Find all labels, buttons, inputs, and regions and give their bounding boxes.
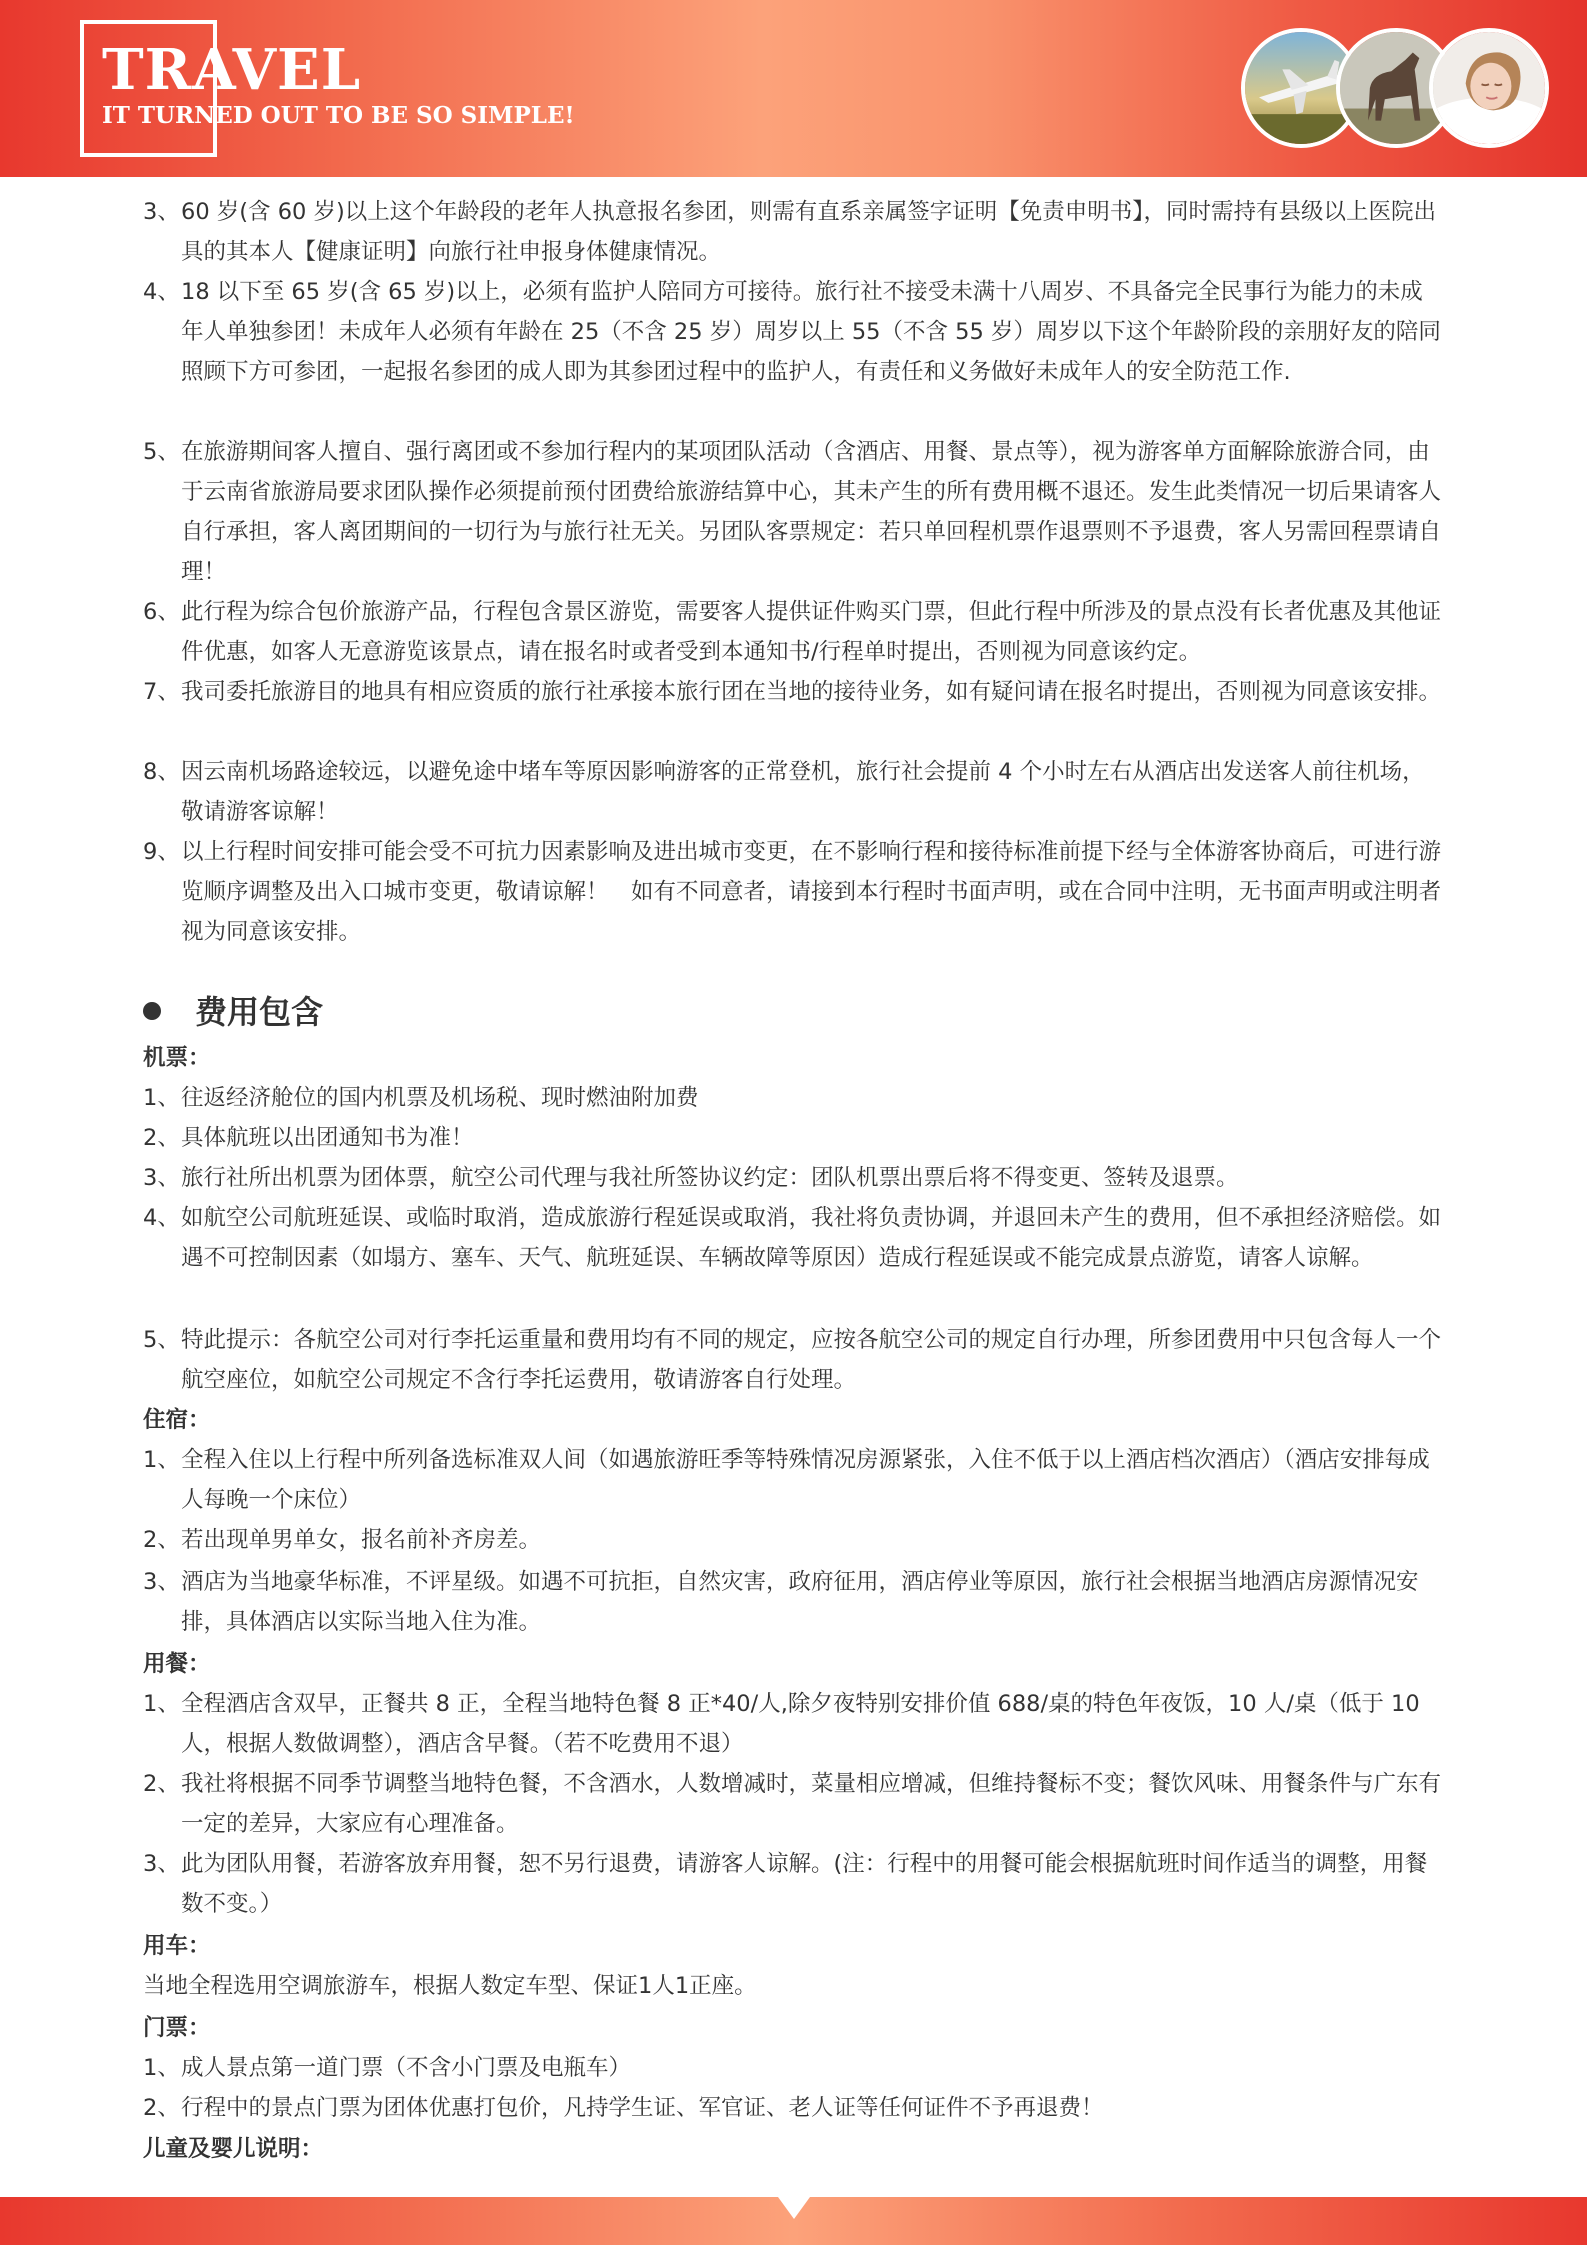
subhead-flight: 机票：: [143, 1045, 211, 1071]
note-text: 60 岁(含 60 岁)以上这个年龄段的老年人执意报名参团，则需有直系亲属签字证明【免责申明书】，同时需持有县级以上医院出具的其本人【健康证明】向旅行社申报身体健康情况。: [181, 199, 1437, 265]
subhead-tickets: 门票：: [143, 2015, 211, 2041]
ticket-item: 1、 成人景点第一道门票（不含小门票及电瓶车）: [143, 2055, 632, 2081]
content-area: [0, 177, 1587, 2197]
note-item-8: 8、 因云南机场路途较远，以避免途中堵车等原因影响游客的正常登机，旅行社会提前 4 个小时左右从酒店出发送客人前往机场，敬请游客谅解！: [143, 759, 1425, 825]
section-title-fees: 费用包含: [143, 987, 323, 1037]
flight-item: 2、 具体航班以出团通知书为准！: [143, 1125, 474, 1151]
meal-item: 3、 此为团队用餐，若游客放弃用餐，恕不另行退费，请游客人谅解。(注：行程中的用餐可能会根据航班时间作适当的调整，用餐数不变。）: [143, 1851, 1428, 1917]
note-item-7: 7、 我司委托旅游目的地具有相应资质的旅行社承接本旅行团在当地的接待业务，如有疑问请在报名时提出，否则视为同意该安排。: [143, 679, 1442, 705]
flight-item: 5、 特此提示：各航空公司对行李托运重量和费用均有不同的规定，应按各航空公司的规定自行办理，所参团费用中只包含每人一个航空座位，如航空公司规定不含行李托运费用，敬请游客自行处理。: [143, 1327, 1442, 1393]
footer-notch: [778, 2197, 810, 2219]
hotel-item: 2、 若出现单男单女，报名前补齐房差。: [143, 1527, 542, 1553]
transport-text: 当地全程选用空调旅游车，根据人数定车型、保证1人1正座。: [143, 1973, 757, 1999]
logo-subtitle: IT TURNED OUT TO BE SO SIMPLE!: [102, 102, 575, 129]
meal-item: 2、 我社将根据不同季节调整当地特色餐，不含酒水，人数增减时，菜量相应增减，但维持餐标不变；餐饮风味、用餐条件与广东有一定的差异，大家应有心理准备。: [143, 1771, 1442, 1837]
logo-title: TRAVEL: [102, 37, 362, 103]
note-text: 在旅游期间客人擅自、强行离团或不参加行程内的某项团队活动（含酒店、用餐、景点等），视为游客单方面解除旅游合同，由于云南省旅游局要求团队操作必须提前预付团费给旅游结算中心，其未产生的所有费用概不退还。发生此类情况一切后果请客人自行承担，客人离团期间的一切行为与旅行社无关。另团队客票规定：若只单回程机票作退票则不予退费，客人另需回程票请自理！: [181, 439, 1442, 585]
note-item-3: 3、 60 岁(含 60 岁)以上这个年龄段的老年人执意报名参团，则需有直系亲属签字证明【免责申明书】，同时需持有县级以上医院出具的其本人【健康证明】向旅行社申报身体健康情况。: [143, 199, 1437, 265]
subhead-children: 儿童及婴儿说明：: [143, 2136, 324, 2162]
flight-item: 1、 往返经济舱位的国内机票及机场税、现时燃油附加费: [143, 1085, 699, 1111]
note-text: 此行程为综合包价旅游产品，行程包含景区游览，需要客人提供证件购买门票，但此行程中所涉及的景点没有长者优惠及其他证件优惠，如客人无意游览该景点，请在报名时或者受到本通知书/行程单时提出，否则视为同意该约定。: [181, 599, 1442, 665]
subhead-transport: 用车：: [143, 1933, 211, 1959]
subhead-hotel: 住宿：: [143, 1407, 211, 1433]
meal-item: 1、 全程酒店含双早，正餐共 8 正，全程当地特色餐 8 正*40/人,除夕夜特别安排价值 688/桌的特色年夜饭，10 人/桌（低于 10 人，根据人数做调整），酒店含早餐。（若不吃费用不退）: [143, 1691, 1420, 1757]
note-item-6: 6、 此行程为综合包价旅游产品，行程包含景区游览，需要客人提供证件购买门票，但此行程中所涉及的景点没有长者优惠及其他证件优惠，如客人无意游览该景点，请在报名时或者受到本通知书/行程单时提出，否则视为同意该约定。: [143, 599, 1442, 665]
header-banner: [0, 0, 1587, 177]
note-item-4: 4、 18 以下至 65 岁(含 65 岁)以上，必须有监护人陪同方可接待。旅行社不接受未满十八周岁、不具备完全民事行为能力的未成年人单独参团！未成年人必须有年龄在 25（不含 25 岁）周岁以上 55（不含 55 岁）周岁以下这个年龄阶段的亲朋好友的陪同照顾下方可参团，一起报名参团的成人即为其参团过程中的监护人，有责任和义务做好未成年人的安全防范工作.: [143, 279, 1441, 385]
hotel-item: 3、 酒店为当地豪华标准，不评星级。如遇不可抗拒，自然灾害，政府征用，酒店停业等原因，旅行社会根据当地酒店房源情况安排，具体酒店以实际当地入住为准。: [143, 1569, 1419, 1635]
woman-sleeping-photo: [1429, 28, 1549, 148]
ticket-item: 2、 行程中的景点门票为团体优惠打包价，凡持学生证、军官证、老人证等任何证件不予再退费！: [143, 2095, 1104, 2121]
note-text: 18 以下至 65 岁(含 65 岁)以上，必须有监护人陪同方可接待。旅行社不接受未满十八周岁、不具备完全民事行为能力的未成年人单独参团！未成年人必须有年龄在 25（不含 25 岁）周岁以上 55（不含 55 岁）周岁以下这个年龄阶段的亲朋好友的陪同照顾下方可参团，一起报名参团的成人即为其参团过程中的监护人，有责任和义务做好未成年人的安全防范工作.: [181, 279, 1441, 385]
note-text: 因云南机场路途较远，以避免途中堵车等原因影响游客的正常登机，旅行社会提前 4 个小时左右从酒店出发送客人前往机场，敬请游客谅解！: [181, 759, 1425, 825]
note-text: 以上行程时间安排可能会受不可抗力因素影响及进出城市变更，在不影响行程和接待标准前提下经与全体游客协商后，可进行游览顺序调整及出入口城市变更，敬请谅解！ 如有不同意者，请接到本行程时书面声明，或在合同中注明，无书面声明或注明者视为同意该安排。: [181, 839, 1442, 945]
subhead-meals: 用餐：: [143, 1651, 211, 1677]
flight-item: 4、 如航空公司航班延误、或临时取消，造成旅游行程延误或取消，我社将负责协调，并退回未产生的费用，但不承担经济赔偿。如遇不可控制因素（如塌方、塞车、天气、航班延误、车辆故障等原因）造成行程延误或不能完成景点游览，请客人谅解。: [143, 1205, 1442, 1271]
note-item-9: 9、 以上行程时间安排可能会受不可抗力因素影响及进出城市变更，在不影响行程和接待标准前提下经与全体游客协商后，可进行游览顺序调整及出入口城市变更，敬请谅解！ 如有不同意者，请接到本行程时书面声明，或在合同中注明，无书面声明或注明者视为同意该安排。: [143, 839, 1442, 945]
flight-item: 3、 旅行社所出机票为团体票，航空公司代理与我社所签协议约定：团队机票出票后将不得变更、签转及退票。: [143, 1165, 1239, 1191]
note-text: 我司委托旅游目的地具有相应资质的旅行社承接本旅行团在当地的接待业务，如有疑问请在报名时提出，否则视为同意该安排。: [181, 679, 1442, 705]
hotel-item: 1、 全程入住以上行程中所列备选标准双人间（如遇旅游旺季等特殊情况房源紧张，入住不低于以上酒店档次酒店）（酒店安排每成人每晚一个床位）: [143, 1447, 1430, 1513]
bullet-dot-icon: [143, 1002, 161, 1020]
note-item-5: 5、 在旅游期间客人擅自、强行离团或不参加行程内的某项团队活动（含酒店、用餐、景点等），视为游客单方面解除旅游合同，由于云南省旅游局要求团队操作必须提前预付团费给旅游结算中心，其未产生的所有费用概不退还。发生此类情况一切后果请客人自行承担，客人离团期间的一切行为与旅行社无关。另团队客票规定：若只单回程机票作退票则不予退费，客人另需回程票请自理！: [143, 439, 1442, 585]
